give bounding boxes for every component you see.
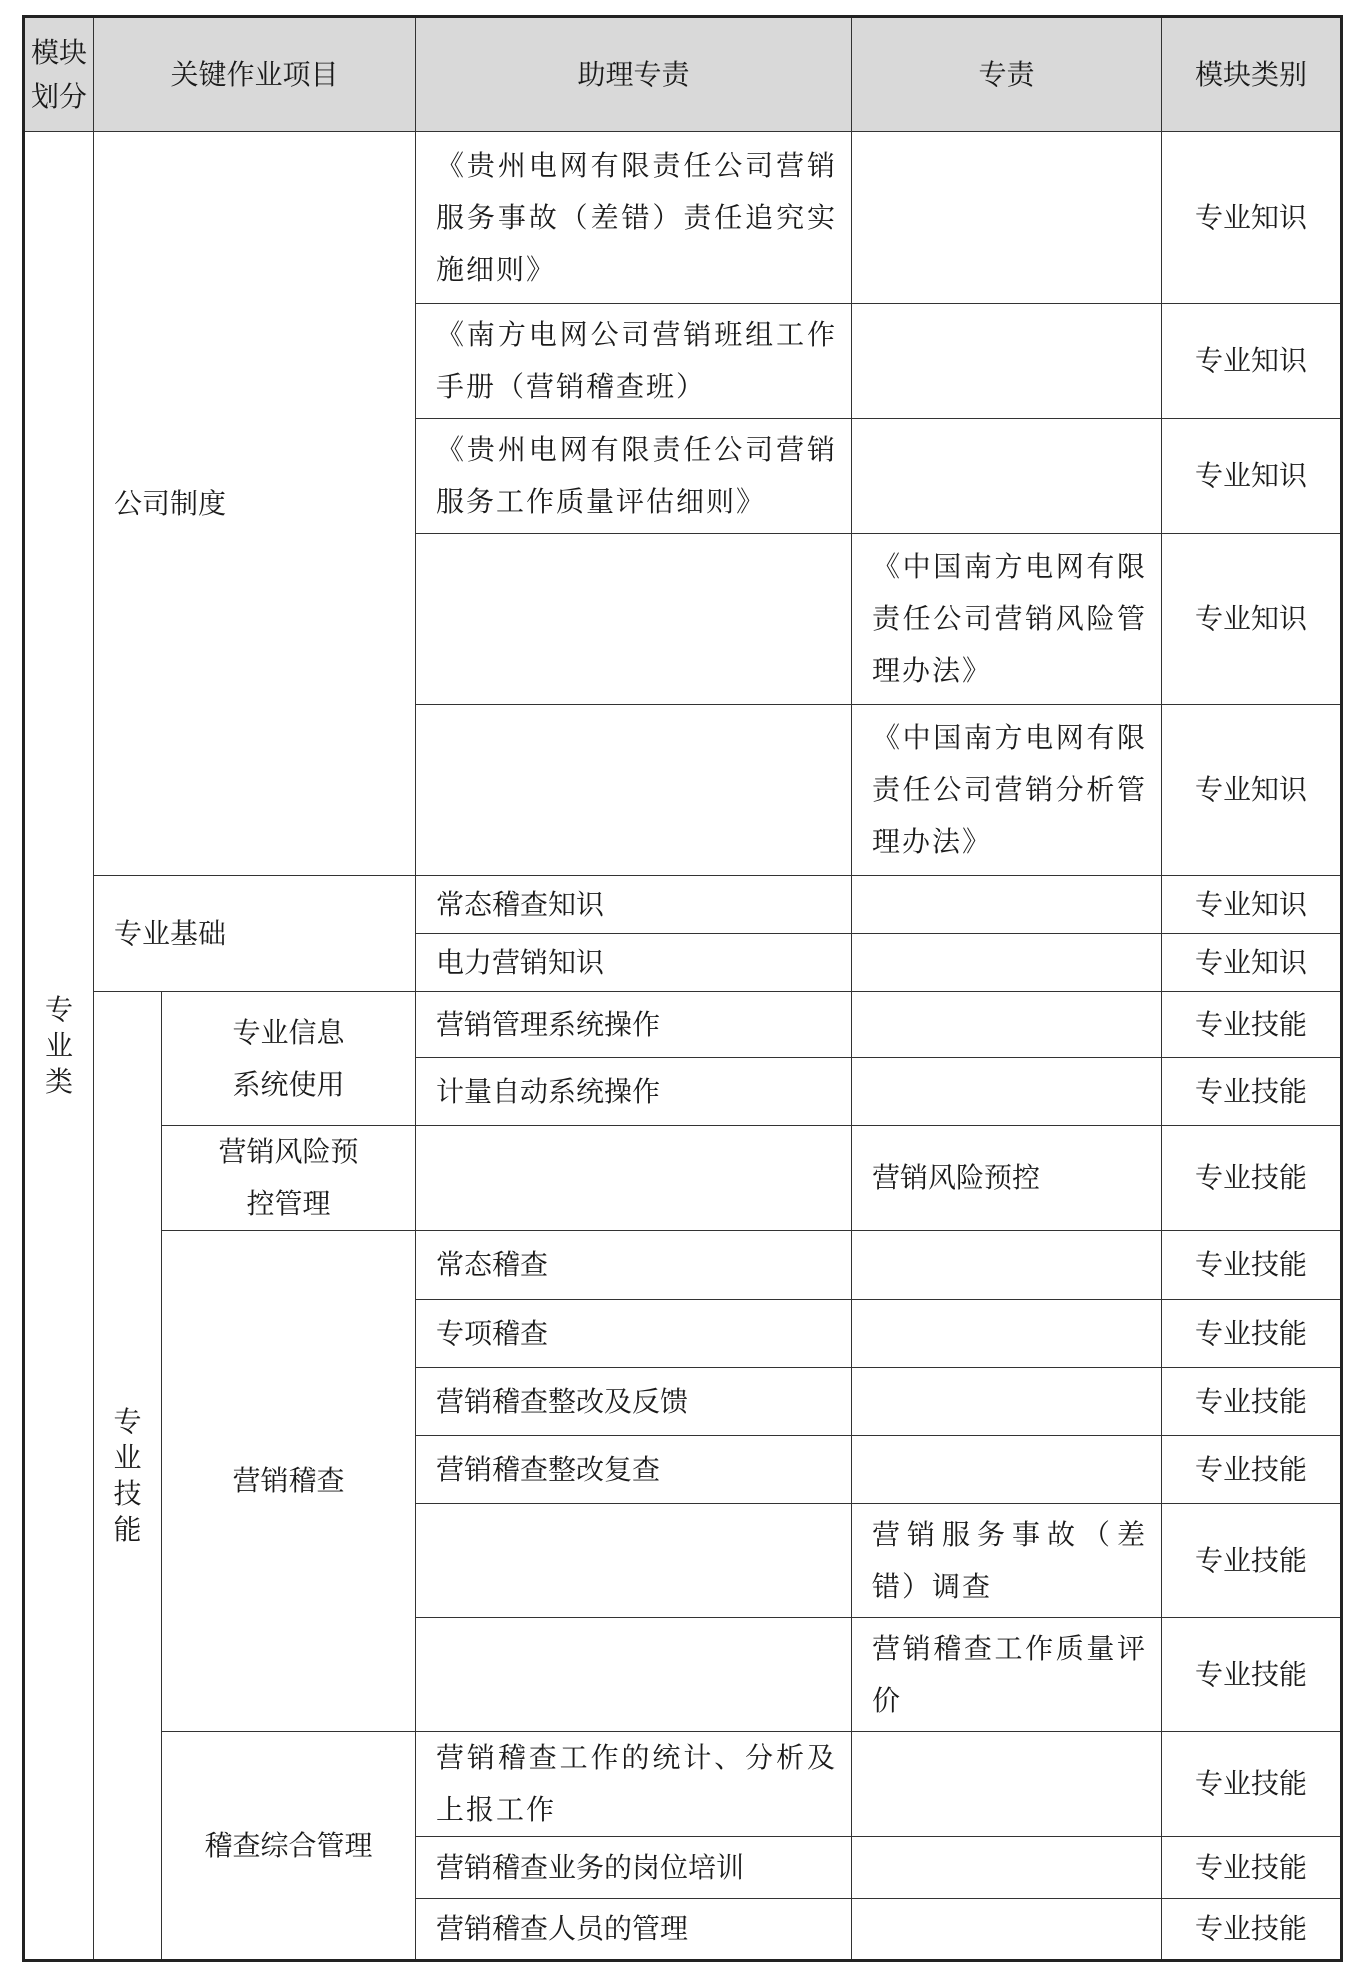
assistant-cell: 计量自动系统操作: [416, 1058, 852, 1126]
specialist-cell: 《中国南方电网有限责任公司营销分析管理办法》: [852, 705, 1162, 876]
assistant-cell: 营销稽查业务的岗位培训: [416, 1837, 852, 1899]
category-cell: 专业技能: [1162, 1300, 1342, 1368]
category-cell: 专业知识: [1162, 876, 1342, 934]
category-cell: 专业技能: [1162, 1231, 1342, 1300]
item-audit-management: 稽查综合管理: [162, 1732, 416, 1961]
assistant-cell: 《贵州电网有限责任公司营销服务工作质量评估细则》: [416, 419, 852, 534]
specialist-cell: [852, 876, 1162, 934]
side-label-professional: [24, 132, 94, 1961]
specialist-cell: [852, 1231, 1162, 1300]
side-label-text: 专业类: [44, 992, 73, 1098]
specialist-cell: 营销风险预控: [852, 1126, 1162, 1231]
specialist-cell: 《中国南方电网有限责任公司营销风险管理办法》: [852, 534, 1162, 705]
specialist-cell: [852, 419, 1162, 534]
assistant-cell: 常态稽查: [416, 1231, 852, 1300]
category-cell: 专业知识: [1162, 705, 1342, 876]
assistant-cell: [416, 1618, 852, 1732]
assistant-cell: [416, 705, 852, 876]
category-cell: 专业技能: [1162, 1126, 1342, 1231]
header-specialist: 专责: [852, 17, 1162, 132]
specialist-cell: [852, 1837, 1162, 1899]
category-cell: 专业知识: [1162, 132, 1342, 304]
assistant-cell: 电力营销知识: [416, 934, 852, 992]
category-cell: 专业技能: [1162, 1732, 1342, 1837]
specialist-cell: [852, 1368, 1162, 1436]
skills-label-text: 专业技能: [113, 1404, 142, 1546]
assistant-cell: 《南方电网公司营销班组工作手册（营销稽查班）: [416, 304, 852, 419]
category-cell: 专业技能: [1162, 1368, 1342, 1436]
category-cell: 专业技能: [1162, 1058, 1342, 1126]
header-category: 模块类别: [1162, 17, 1342, 132]
category-cell: 专业技能: [1162, 1618, 1342, 1732]
assistant-cell: 营销稽查整改复查: [416, 1436, 852, 1504]
assistant-cell: 营销稽查工作的统计、分析及上报工作: [416, 1732, 852, 1837]
assistant-cell: 常态稽查知识: [416, 876, 852, 934]
specialist-cell: [852, 1436, 1162, 1504]
assistant-cell: [416, 1504, 852, 1618]
item-info-systems: 专业信息 系统使用: [162, 992, 416, 1126]
category-cell: 专业技能: [1162, 1436, 1342, 1504]
category-cell: 专业知识: [1162, 934, 1342, 992]
specialist-cell: [852, 1899, 1162, 1961]
assistant-cell: [416, 534, 852, 705]
skills-label: [94, 992, 162, 1961]
assistant-cell: 《贵州电网有限责任公司营销服务事故（差错）责任追究实施细则》: [416, 132, 852, 304]
assistant-cell: [416, 1126, 852, 1231]
specialist-cell: [852, 1300, 1162, 1368]
item-professional-basics: 专业基础: [94, 876, 416, 992]
specialist-cell: [852, 1732, 1162, 1837]
specialist-cell: 营销稽查工作质量评价: [852, 1618, 1162, 1732]
specialist-cell: [852, 934, 1162, 992]
category-cell: 专业技能: [1162, 1837, 1342, 1899]
header-key-items: 关键作业项目: [94, 17, 416, 132]
assistant-cell: 营销管理系统操作: [416, 992, 852, 1058]
category-cell: 专业技能: [1162, 1504, 1342, 1618]
specialist-cell: [852, 304, 1162, 419]
specialist-cell: 营销服务事故（差错）调查: [852, 1504, 1162, 1618]
specialist-cell: [852, 132, 1162, 304]
specialist-cell: [852, 992, 1162, 1058]
item-risk-control: 营销风险预 控管理: [162, 1126, 416, 1231]
assistant-cell: 专项稽查: [416, 1300, 852, 1368]
assistant-cell: 营销稽查人员的管理: [416, 1899, 852, 1961]
category-cell: 专业技能: [1162, 1899, 1342, 1961]
category-cell: 专业知识: [1162, 419, 1342, 534]
specialist-cell: [852, 1058, 1162, 1126]
item-audit: 营销稽查: [162, 1231, 416, 1732]
header-module-division: 模块 划分: [24, 17, 94, 132]
item-company-rules: 公司制度: [94, 132, 416, 876]
header-assistant: 助理专责: [416, 17, 852, 132]
category-cell: 专业知识: [1162, 534, 1342, 705]
competency-table: [22, 15, 1343, 1962]
category-cell: 专业技能: [1162, 992, 1342, 1058]
assistant-cell: 营销稽查整改及反馈: [416, 1368, 852, 1436]
category-cell: 专业知识: [1162, 304, 1342, 419]
